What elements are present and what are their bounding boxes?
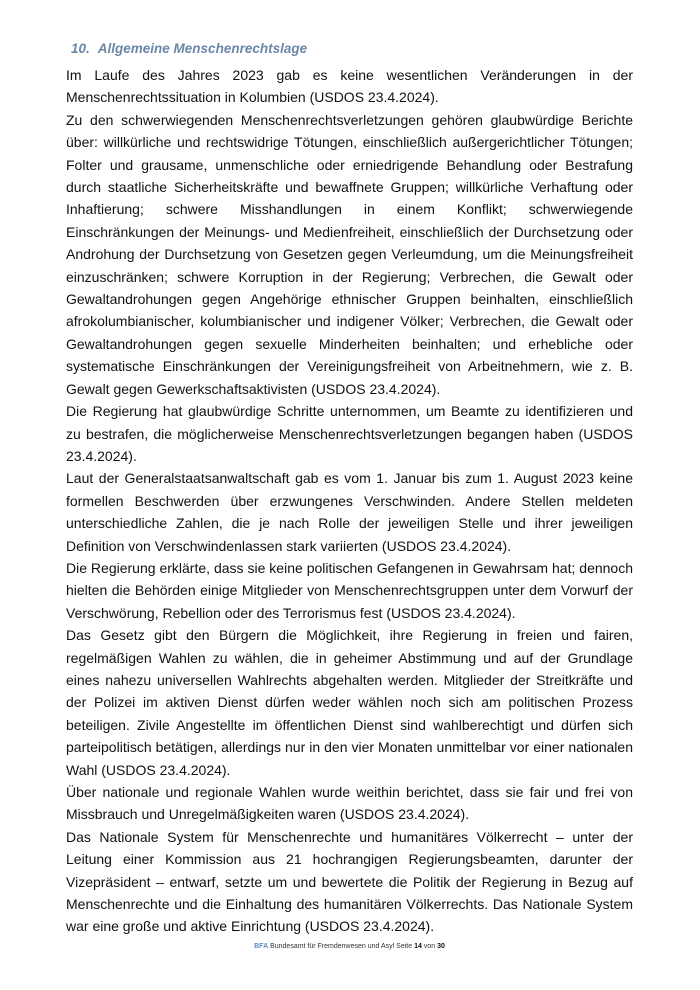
section-heading	[71, 40, 633, 58]
paragraph: Im Laufe des Jahres 2023 gab es keine wesentlichen Veränderungen in der Menschenrechtssituation in Kolumbien (USDOS 23.4.2024).	[66, 67, 633, 106]
footer-page-label: Seite	[396, 942, 413, 950]
section-number: 10.	[71, 41, 90, 56]
page-footer	[66, 942, 633, 952]
footer-page-number: 14	[414, 942, 422, 950]
paragraph: Über nationale und regionale Wahlen wurde weithin berichtet, dass sie fair und frei von Missbrauch und Unregelmäßigkeiten waren (USDOS 23.4.2024).	[66, 784, 633, 823]
footer-of-label: von	[423, 942, 436, 950]
paragraph: Das Nationale System für Menschenrechte und humanitäres Völkerrecht – unter der Leitung einer Kommission aus 21 hochrangigen Regierungsbeamten, darunter der Vizepräsident – entwarf, setzte um und bewertete die Politik der Regierung in Bezug auf Menschenrechte und die Einhaltung des humanitären Völkerrechts. Das Nationale System war eine große und aktive Einrichtung (USDOS 23.4.2024).	[66, 828, 633, 935]
footer-page-total: 30	[437, 942, 445, 950]
document-body	[66, 64, 633, 938]
paragraph: Die Regierung erklärte, dass sie keine politischen Gefangenen in Gewahrsam hat; dennoch hielten die Behörden einige Mitglieder von Menschenrechtsgruppen unter dem Vorwurf der Verschwörung, Rebellion oder des Terrorismus fest (USDOS 23.4.2024).	[66, 559, 633, 621]
footer-org: Bundesamt für Fremdenwesen und Asyl	[270, 942, 395, 950]
paragraph: Das Gesetz gibt den Bürgern die Möglichkeit, ihre Regierung in freien und fairen, regelmäßigen Wahlen zu wählen, die in geheimer Abstimmung und auf der Grundlage eines nahezu universellen Wahlrechts abgehalten werden. Mitglieder der Streitkräfte und der Polizei im aktiven Dienst dürfen weder wählen noch sich am politischen Prozess beteiligen. Zivile Angestellte im öffentlichen Dienst sind wahlberechtigt und dürfen sich parteipolitisch betätigen, allerdings nur in den vier Monaten unmittelbar vor einer nationalen Wahl (USDOS 23.4.2024).	[66, 627, 633, 778]
footer-brand: BFA	[254, 942, 269, 950]
paragraph: Zu den schwerwiegenden Menschenrechtsverletzungen gehören glaubwürdige Berichte über: willkürliche und rechtswidrige Tötungen, einschließlich außergerichtlicher Tötungen; Folter und grausame, unmenschliche oder erniedrigende Behandlung oder Bestrafung durch staatliche Sicherheitskräfte und bewaffnete Gruppen; willkürliche Verhaftung oder Inhaftierung; schwere Misshandlungen in einem Konflikt; schwerwiegende Einschränkungen der Meinungs- und Medienfreiheit, einschließlich der Durchsetzung oder Androhung der Durchsetzung von Gesetzen gegen Verleumdung, um die Meinungsfreiheit einzuschränken; schwere Korruption in der Regierung; Verbrechen, die Gewalt oder Gewaltandrohungen gegen Angehörige ethnischer Gruppen beinhalten, einschließlich afrokolumbianischer, kolumbianischer und indigener Völker; Verbrechen, die Gewalt oder Gewaltandrohungen gegen sexuelle Minderheiten beinhalten; und erhebliche oder systematische Einschränkungen der Vereinigungsfreiheit von Arbeitnehmern, wie z. B. Gewalt gegen Gewerkschaftsaktivisten (USDOS 23.4.2024).	[66, 111, 633, 397]
section-title: Allgemeine Menschenrechtslage	[97, 41, 308, 56]
paragraph: Die Regierung hat glaubwürdige Schritte unternommen, um Beamte zu identifizieren und zu bestrafen, die möglicherweise Menschenrechtsverletzungen begangen haben (USDOS 23.4.2024).	[66, 403, 633, 464]
paragraph: Laut der Generalstaatsanwaltschaft gab es vom 1. Januar bis zum 1. August 2023 keine formellen Beschwerden über erzwungenes Verschwinden. Andere Stellen meldeten unterschiedliche Zahlen, die je nach Rolle der jeweiligen Stelle und ihrer jeweiligen Definition von Verschwindenlassen stark variierten (USDOS 23.4.2024).	[66, 470, 633, 554]
